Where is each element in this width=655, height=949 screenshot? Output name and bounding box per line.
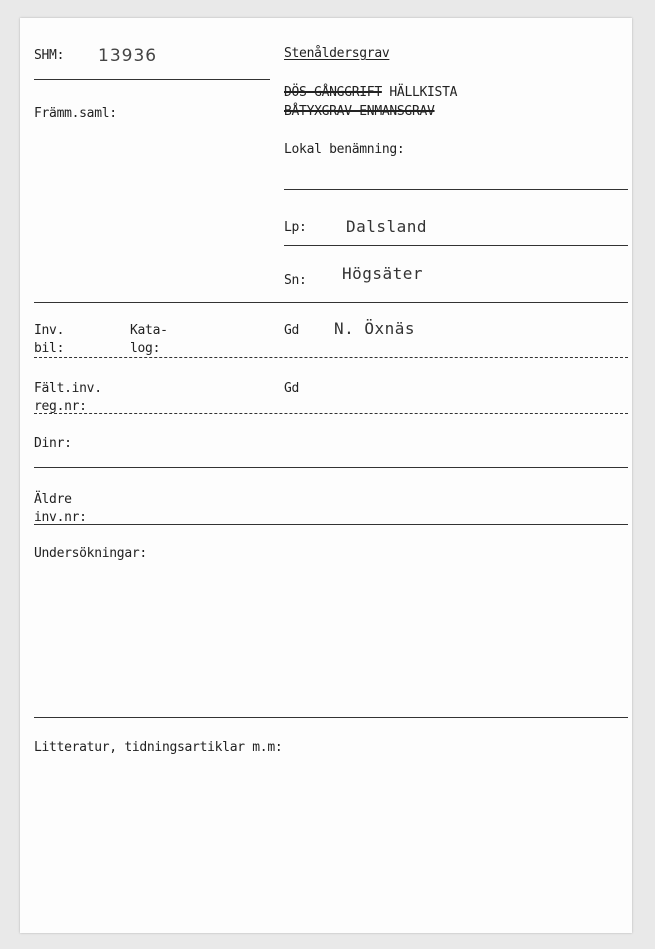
type-struck-1: DÖS GÅNGGRIFT	[284, 85, 382, 100]
aldre-label-1: Äldre	[34, 492, 72, 507]
katalog-label-2: log:	[130, 341, 161, 356]
shm-label: SHM:	[34, 48, 65, 63]
lp-label: Lp:	[284, 220, 307, 235]
litteratur-label: Litteratur, tidningsartiklar m.m:	[34, 740, 283, 755]
shm-underline	[34, 79, 270, 80]
gd-label-1: Gd	[284, 323, 300, 338]
gd-label-2: Gd	[284, 381, 300, 396]
divider-1	[34, 302, 628, 303]
lp-line	[284, 245, 628, 246]
type-struck-2: BÅTYXGRAV ENMANSGRAV	[284, 104, 435, 119]
falt-label-1: Fält.inv.	[34, 381, 102, 396]
lp-value: Dalsland	[346, 217, 428, 236]
inv-label-2: bil:	[34, 341, 65, 356]
sn-value: Högsäter	[342, 264, 424, 283]
divider-3	[34, 413, 628, 414]
katalog-label-1: Kata-	[130, 323, 168, 338]
sn-label: Sn:	[284, 273, 307, 288]
shm-number: 13936	[98, 46, 158, 66]
aldre-label-2: inv.nr:	[34, 510, 87, 525]
divider-2	[34, 357, 628, 358]
divider-4	[34, 467, 628, 468]
category-title: Stenåldersgrav	[284, 46, 390, 61]
inv-label-1: Inv.	[34, 323, 65, 338]
falt-label-2: reg.nr:	[34, 399, 87, 414]
dinr-label: Dinr:	[34, 436, 72, 451]
lokal-label: Lokal benämning:	[284, 142, 405, 157]
lokal-line	[284, 189, 628, 190]
divider-5	[34, 524, 628, 525]
type-row-1	[284, 85, 457, 100]
catalog-card	[20, 18, 632, 933]
gd-value-1: N. Öxnäs	[334, 319, 416, 338]
undersokningar-label: Undersökningar:	[34, 546, 147, 561]
type-row-2	[284, 104, 435, 119]
framm-saml-label: Främm.saml:	[34, 106, 117, 121]
type-kept: HÄLLKISTA	[389, 85, 458, 100]
divider-6	[34, 717, 628, 718]
